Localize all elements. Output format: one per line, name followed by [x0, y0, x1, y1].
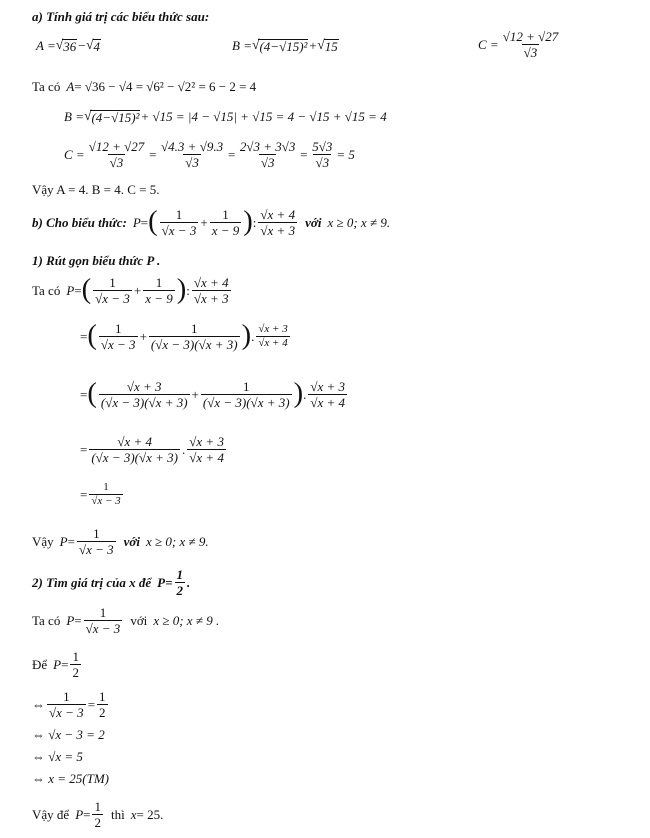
part-b-heading: b) Cho biểu thức: P = ( $\frac{1}{√x - 3}$ + $\frac{1}{x - 9}$ ) : $\frac{√x + 4}{√x + 3}$ với x ≥ 0; x ≠ 9. [32, 206, 391, 238]
expr-a: A = √ 36 − √ 4 [36, 37, 101, 54]
step-4: = $\frac{√x + 4}{(√x - 3)(√x + 3)}$ . $\frac{√x + 3}{√x + 4}$ [80, 434, 224, 465]
step-3: = ( $\frac{√x + 3}{(√x - 3)(√x + 3)}$ + $\frac{1}{(√x - 3)(√x + 3)}$ ) . $\frac{√x + 3}{√x + 4}$ [80, 378, 346, 410]
eq-4: ⇔ x = 25(TM) [32, 771, 110, 786]
eq-3: ⇔ √x = 5 [32, 749, 83, 764]
solve-b: B = √ (4−√15)² + √15 = |4 − √15| + √15 = 4 − √15 + √15 = 4 [64, 108, 387, 125]
eq-1: ⇔ $\frac{1}{√x - 3}$ = $\frac{1}{2}$ [32, 689, 106, 720]
solve-c: C = $\frac{√12 + √27}{√3}$ = $\frac{√4.3 + √9.3}{√3}$ = $\frac{2√3 + 3√3}{√3}$ = $\frac{5√3}{√3}$ = 5 [64, 139, 355, 170]
conclusion-a: Vậy A = 4. B = 4. C = 5. [32, 182, 160, 197]
sub2-heading: 2) Tìm giá trị của x để P = $\frac{1}{2}$ . [32, 567, 191, 598]
expr-b: B = √ (4−√15)² + √ 15 [232, 37, 338, 54]
eq-2: ⇔ √x − 3 = 2 [32, 727, 105, 742]
part-a-heading: a) Tính giá trị các biểu thức sau: [32, 9, 210, 24]
step-5: = $\frac{1}{√x - 3}$ [80, 481, 121, 507]
sub2-set: Để P = $\frac{1}{2}$ [32, 649, 79, 680]
solve-a: Ta có A = √36 − √4 = √6² − √2² = 6 − 2 = 4 [32, 79, 257, 94]
result-1: Vậy P = $\frac{1}{√x - 3}$ với x ≥ 0; x ≠ 9. [32, 526, 209, 557]
expr-c: C = $\frac{√12 + √27}{√3}$ [478, 29, 559, 60]
sub2-restate: Ta có P = $\frac{1}{√x - 3}$ với x ≥ 0; x ≠ 9 . [32, 605, 220, 636]
step-2: = ( $\frac{1}{√x - 3}$ + $\frac{1}{(√x - 3)(√x + 3)}$ ) . $\frac{√x + 3}{√x + 4}$ [80, 320, 288, 352]
final-answer: Vậy để P = $\frac{1}{2}$ thì x = 25. [32, 799, 164, 830]
step-1: Ta có P = ( $\frac{1}{√x - 3}$ + $\frac{1}{x - 9}$ ) : $\frac{√x + 4}{√x + 3}$ [32, 274, 229, 306]
sub1-heading: 1) Rút gọn biểu thức P . [32, 253, 161, 268]
